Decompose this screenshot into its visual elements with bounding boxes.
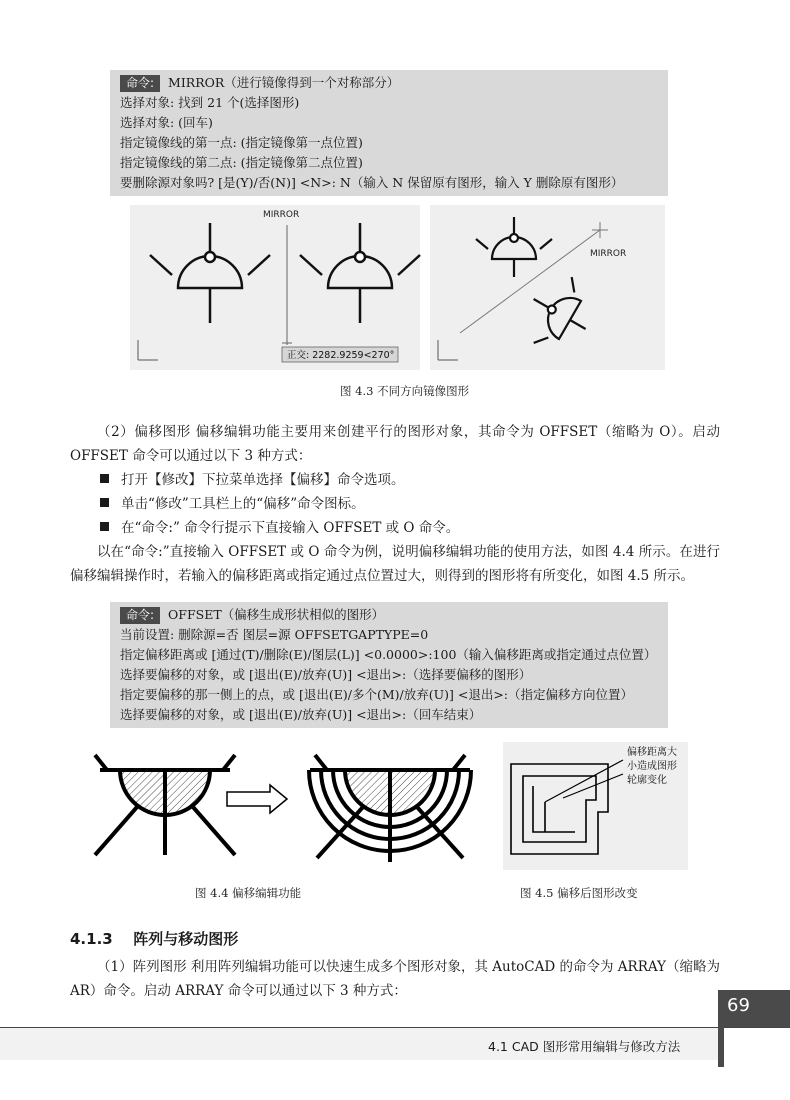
right-viewport — [430, 205, 665, 370]
ortho-readout: 正交: 2282.9259<270° — [287, 350, 395, 361]
figure-4-5 — [503, 742, 718, 870]
figure-4-5-caption: 图 4.5 偏移后图形改变 — [520, 886, 638, 900]
figure-4-3-drawing — [130, 205, 665, 370]
mirror-label-left: MIRROR — [263, 210, 300, 220]
mirror-prompt-line: 指定镜像线的第一点: (指定镜像第一点位置) — [120, 135, 363, 150]
figure-4-5-drawing — [503, 742, 718, 870]
command-tag: 命令: — [120, 75, 160, 92]
offset-command-box — [110, 602, 668, 728]
mirror-command-line: 命令: MIRROR（进行镜像得到一个对称部分） — [120, 73, 658, 93]
offset-usage-paragraph: 以在“命令:”直接输入 OFFSET 或 O 命令为例，说明偏移编辑功能的使用方法，如图 4.4 所示。在进行偏移编辑操作时，若输入的偏移距离或指定通过点位置过大，则得到的图形将有所变化，如图 4.5 所示。 — [70, 544, 720, 584]
offset-prompt-line: 指定偏移距离或 [通过(T)/删除(E)/图层(L)] <0.0000>:100（输入偏移距离或指定通过点位置） — [120, 647, 657, 662]
mirror-prompt-line: 选择对象: 找到 21 个(选择图形) — [120, 95, 300, 110]
offset-command-line: 命令: OFFSET（偏移生成形状相似的图形） — [120, 605, 658, 625]
offset-intro-paragraph: （2）偏移图形 偏移编辑功能主要用来创建平行的图形对象，其命令为 OFFSET（缩略为 O）。启动 OFFSET 命令可以通过以下 3 种方式： — [70, 424, 720, 464]
offset-prompt-line: 指定要偏移的那一侧上的点，或 [退出(E)/多个(M)/放弃(U)] <退出>:（指定偏移方向位置） — [120, 687, 634, 702]
transform-arrow-icon — [227, 785, 287, 813]
figure-4-4 — [75, 750, 485, 870]
page-number-side — [718, 1027, 724, 1067]
command-tag: 命令: — [120, 607, 160, 624]
offset-prompt-line: 选择要偏移的对象，或 [退出(E)/放弃(U)] <退出>:（回车结束） — [120, 707, 482, 722]
offset-prompt-line: 当前设置: 删除源=否 图层=源 OFFSETGAPTYPE=0 — [120, 627, 429, 642]
offset-source-shape — [95, 755, 235, 855]
mirror-prompt-line: 要删除源对象吗? [是(Y)/否(N)] <N>: N（输入 N 保留原有图形，输入 Y 删除原有图形） — [120, 175, 624, 190]
bullet-square-icon — [100, 474, 109, 483]
mirror-label-right: MIRROR — [590, 249, 627, 259]
bullet-square-icon — [100, 522, 109, 531]
figure-4-4-caption: 图 4.4 偏移编辑功能 — [195, 886, 302, 900]
figure-4-3 — [130, 205, 665, 370]
section-title: 阵列与移动图形 — [133, 930, 239, 948]
page-number: 69 — [727, 995, 750, 1016]
offset-result-shape — [309, 755, 471, 862]
bullet-item: 在“命令:” 命令行提示下直接输入 OFFSET 或 O 命令。 — [100, 516, 459, 540]
bullet-item: 单击“修改”工具栏上的“偏移”命令图标。 — [100, 492, 365, 516]
annotation-line: 偏移距离大 — [627, 747, 677, 758]
annotation-line: 轮廓变化 — [627, 775, 667, 786]
section-heading — [70, 928, 238, 949]
bullet-square-icon — [100, 498, 109, 507]
figure-4-4-drawing — [75, 750, 485, 870]
mirror-command-box — [110, 70, 668, 196]
annotation-line: 小造成图形 — [627, 761, 677, 772]
offset-prompt-line: 选择要偏移的对象，或 [退出(E)/放弃(U)] <退出>:（选择要偏移的图形） — [120, 667, 532, 682]
footer-running-title: 4.1 CAD 图形常用编辑与修改方法 — [488, 1039, 681, 1054]
mirror-prompt-line: 选择对象: (回车) — [120, 115, 213, 130]
mirror-prompt-line: 指定镜像线的第二点: (指定镜像第二点位置) — [120, 155, 363, 170]
array-intro-paragraph: （1）阵列图形 利用阵列编辑功能可以快速生成多个图形对象，其 AutoCAD 的命令为 ARRAY（缩略为 AR）命令。启动 ARRAY 命令可以通过以下 3 种方式： — [70, 959, 720, 999]
bullet-item: 打开【修改】下拉菜单选择【偏移】命令选项。 — [100, 468, 405, 492]
figure-4-3-caption: 图 4.3 不同方向镜像图形 — [340, 384, 470, 398]
section-number: 4.1.3 — [70, 930, 113, 948]
